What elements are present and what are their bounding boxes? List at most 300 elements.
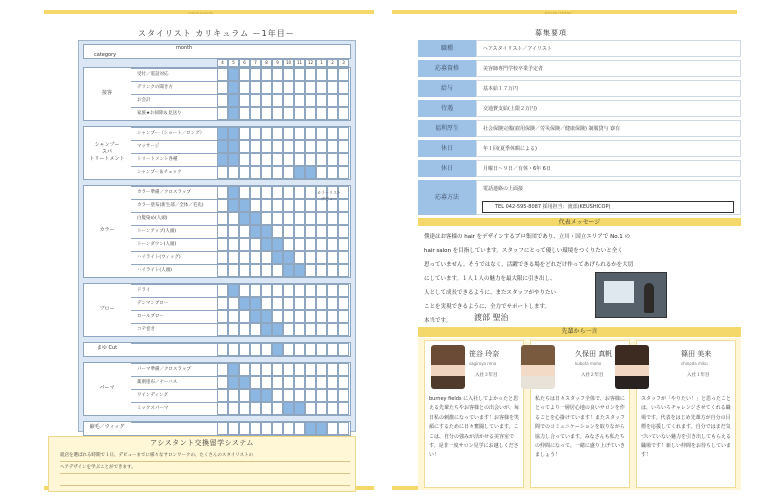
schedule-cell: [283, 389, 294, 402]
message-line-5: 人として成長できるように、またスタッフがやりたい: [424, 290, 557, 296]
schedule-cell: [294, 225, 305, 238]
requirement-value: 交通費支給(上限２万円): [476, 100, 741, 117]
schedule-cell: [327, 323, 338, 336]
schedule-cell: [228, 68, 239, 81]
schedule-cell: [305, 376, 316, 389]
schedule-cell: [305, 402, 316, 415]
requirement-value: 月曜日〜９日／有休・6年 6日: [476, 160, 741, 177]
schedule-cell: [272, 199, 283, 212]
schedule-cell: [294, 251, 305, 264]
senior-card: [636, 340, 736, 488]
representative-figure: [644, 283, 654, 313]
schedule-cell: [305, 94, 316, 107]
requirement-value: 美容師専門学校卒業予定者: [476, 60, 741, 77]
requirement-value: ヘアスタイリスト／アイリスト: [476, 40, 741, 57]
requirement-key: 応募方法: [418, 180, 476, 215]
schedule-cell: [305, 140, 316, 153]
schedule-cell: [250, 251, 261, 264]
seniors-title: 先輩から一言: [418, 327, 741, 337]
schedule-cell: [228, 402, 239, 415]
schedule-cell: [338, 94, 349, 107]
schedule-cell: [250, 127, 261, 140]
schedule-cell: [228, 127, 239, 140]
schedule-cell: [338, 310, 349, 323]
signature: 渡部 聖治: [474, 313, 509, 322]
schedule-cell: [250, 212, 261, 225]
message-line-6: ことを実現できるように、全力でサポートします。: [424, 304, 551, 310]
schedule-cell: [228, 212, 239, 225]
senior-name: 篠田 美来: [681, 350, 712, 358]
curriculum-item-label: ロールブロー: [131, 310, 217, 323]
schedule-cell: [294, 264, 305, 277]
recruit-title: 募集要項: [535, 29, 567, 37]
schedule-cell: [294, 238, 305, 251]
schedule-cell: [316, 402, 327, 415]
schedule-cell: [316, 264, 327, 277]
schedule-cell: [250, 199, 261, 212]
schedule-cell: [228, 225, 239, 238]
schedule-cell: [239, 199, 250, 212]
schedule-cell: [217, 153, 228, 166]
month-header-cell: 1: [316, 59, 327, 67]
schedule-cell: [217, 310, 228, 323]
schedule-cell: [261, 107, 272, 120]
schedule-cell: [250, 343, 261, 356]
schedule-cell: [239, 310, 250, 323]
schedule-cell: [272, 94, 283, 107]
requirement-value: 電話連絡の上面接: [476, 180, 741, 215]
schedule-cell: [250, 153, 261, 166]
schedule-cell: [261, 376, 272, 389]
schedule-cell: [305, 212, 316, 225]
schedule-cell: [228, 94, 239, 107]
schedule-cell: [272, 310, 283, 323]
senior-year: 入社１年目: [687, 373, 710, 378]
curriculum-item-label: デリンクの聞き方: [131, 81, 217, 94]
requirement-row: [418, 60, 741, 78]
schedule-cell: [250, 284, 261, 297]
schedule-cell: [228, 297, 239, 310]
schedule-cell: [217, 140, 228, 153]
schedule-cell: [217, 297, 228, 310]
schedule-cell: [305, 343, 316, 356]
schedule-cell: [228, 238, 239, 251]
schedule-cell: [316, 140, 327, 153]
schedule-cell: [228, 310, 239, 323]
category-label: category: [94, 52, 117, 58]
senior-year: 入社２年目: [581, 373, 604, 378]
schedule-cell: [327, 225, 338, 238]
schedule-cell: [261, 153, 272, 166]
schedule-cell: [316, 166, 327, 179]
schedule-cell: [272, 127, 283, 140]
schedule-cell: [272, 402, 283, 415]
schedule-cell: [217, 323, 228, 336]
schedule-cell: [217, 376, 228, 389]
curriculum-item-label: トーンアップ(人頭): [131, 225, 217, 238]
schedule-cell: [305, 389, 316, 402]
schedule-cell: [327, 310, 338, 323]
schedule-cell: [228, 251, 239, 264]
schedule-cell: [283, 94, 294, 107]
assistant-line-3: [60, 474, 350, 486]
schedule-cell: [239, 251, 250, 264]
schedule-cell: [250, 68, 261, 81]
schedule-cell: [338, 68, 349, 81]
senior-photo: [521, 345, 555, 389]
schedule-cell: [261, 363, 272, 376]
schedule-cell: [228, 323, 239, 336]
schedule-cell: [338, 238, 349, 251]
requirement-row: [418, 140, 741, 158]
category-label: パーマ: [99, 384, 115, 391]
schedule-cell: [327, 251, 338, 264]
schedule-cell: [283, 140, 294, 153]
curriculum-item-label: [131, 422, 217, 435]
schedule-cell: [283, 284, 294, 297]
schedule-cell: [294, 363, 305, 376]
schedule-cell: [316, 389, 327, 402]
schedule-cell: [261, 199, 272, 212]
requirement-key: 休日: [418, 140, 476, 157]
schedule-cell: [305, 81, 316, 94]
curriculum-item-label: カラー塗布(新生部／全体／毛先): [131, 199, 217, 212]
schedule-cell: [338, 81, 349, 94]
requirement-key: 応募資格: [418, 60, 476, 77]
schedule-cell: [316, 107, 327, 120]
schedule-cell: [283, 127, 294, 140]
schedule-cell: [250, 94, 261, 107]
schedule-cell: [327, 212, 338, 225]
schedule-cell: [338, 363, 349, 376]
schedule-cell: [294, 297, 305, 310]
schedule-cell: [272, 225, 283, 238]
schedule-cell: [261, 186, 272, 199]
schedule-cell: [316, 363, 327, 376]
schedule-cell: [239, 140, 250, 153]
schedule-cell: [272, 422, 283, 435]
schedule-cell: [316, 238, 327, 251]
schedule-cell: [228, 186, 239, 199]
schedule-cell: [327, 153, 338, 166]
schedule-cell: [305, 363, 316, 376]
schedule-cell: [338, 402, 349, 415]
schedule-cell: [217, 186, 228, 199]
category-label: 縮毛／ウィッグ: [89, 424, 125, 430]
schedule-cell: [305, 153, 316, 166]
senior-name: 久保田 真帆: [575, 350, 613, 358]
schedule-cell: [250, 323, 261, 336]
schedule-cell: [305, 323, 316, 336]
schedule-cell: [316, 153, 327, 166]
schedule-cell: [239, 94, 250, 107]
schedule-cell: [283, 264, 294, 277]
senior-photo: [615, 345, 649, 389]
category-label: ブロー: [99, 305, 115, 312]
schedule-cell: [261, 166, 272, 179]
schedule-cell: [250, 310, 261, 323]
schedule-cell: [305, 297, 316, 310]
schedule-cell: [316, 68, 327, 81]
schedule-cell: [228, 199, 239, 212]
schedule-cell: [294, 284, 305, 297]
schedule-cell: [217, 94, 228, 107]
schedule-cell: [261, 323, 272, 336]
curriculum-title: スタイリスト カリキュラム ー1年目ー: [138, 29, 295, 38]
schedule-cell: [338, 153, 349, 166]
schedule-cell: [294, 68, 305, 81]
requirement-value: 年１回(夏季休暇による): [476, 140, 741, 157]
schedule-cell: [250, 422, 261, 435]
schedule-cell: [327, 376, 338, 389]
schedule-cell: [261, 140, 272, 153]
schedule-cell: [228, 166, 239, 179]
schedule-cell: [294, 186, 305, 199]
curriculum-item-label: 薬剤塗布／ナーバス: [131, 376, 217, 389]
schedule-cell: [217, 422, 228, 435]
schedule-cell: [217, 251, 228, 264]
schedule-cell: [261, 127, 272, 140]
schedule-cell: [305, 166, 316, 179]
schedule-cell: [294, 402, 305, 415]
schedule-cell: [327, 389, 338, 402]
schedule-cell: [228, 284, 239, 297]
schedule-cell: [305, 284, 316, 297]
schedule-cell: [272, 212, 283, 225]
schedule-cell: [338, 284, 349, 297]
schedule-cell: [217, 363, 228, 376]
requirement-key: 休日: [418, 160, 476, 177]
schedule-cell: [217, 212, 228, 225]
schedule-cell: [338, 389, 349, 402]
schedule-cell: [327, 422, 338, 435]
schedule-cell: [239, 323, 250, 336]
schedule-cell: [283, 323, 294, 336]
schedule-cell: [294, 310, 305, 323]
message-line-4: にしています。１人１人の魅力を最大限に引き出し、: [424, 276, 556, 282]
requirement-value: 社会保険完備(雇用保険／労災保険／健康保険) 制服貸与 寮有: [476, 120, 741, 137]
schedule-cell: [283, 166, 294, 179]
schedule-cell: [239, 284, 250, 297]
schedule-cell: [305, 127, 316, 140]
schedule-cell: [272, 264, 283, 277]
schedule-cell: [316, 251, 327, 264]
schedule-cell: [272, 389, 283, 402]
curriculum-item-label: カラー準備／クロスラップ: [131, 186, 217, 199]
message-line-3: 思っていません。そうではなく、活躍できる場をどれだけ作ってあげられるかを大切: [424, 262, 634, 268]
schedule-cell: [316, 94, 327, 107]
schedule-cell: [283, 107, 294, 120]
schedule-cell: [283, 81, 294, 94]
schedule-cell: [272, 153, 283, 166]
schedule-cell: [239, 127, 250, 140]
schedule-cell: [283, 297, 294, 310]
senior-comment: burney fields に入社してよかったと思える先輩たちやお客様との出会いが、毎日私の刺激になっています！お客様を笑顔にするために日々奮闘しています。ここは、自分の強みが活かせる美容室です。是非一度サロン見学にお越しください！: [429, 396, 520, 459]
requirement-row: [418, 120, 741, 138]
schedule-cell: [272, 238, 283, 251]
schedule-cell: [217, 68, 228, 81]
schedule-cell: [305, 107, 316, 120]
schedule-cell: [261, 251, 272, 264]
schedule-cell: [327, 264, 338, 277]
schedule-cell: [272, 186, 283, 199]
schedule-cell: [228, 153, 239, 166]
senior-name: 笹谷 玲奈: [469, 350, 500, 358]
curriculum-item-label: ハイライト(ウィッグ): [131, 251, 217, 264]
schedule-cell: [305, 225, 316, 238]
schedule-cell: [239, 81, 250, 94]
requirement-value: 基本給１７万円: [476, 80, 741, 97]
schedule-cell: [239, 68, 250, 81]
schedule-cell: [217, 107, 228, 120]
schedule-cell: [294, 199, 305, 212]
schedule-cell: [283, 68, 294, 81]
requirement-row: [418, 40, 741, 58]
schedule-cell: [338, 422, 349, 435]
schedule-cell: [283, 402, 294, 415]
requirement-key: 給与: [418, 80, 476, 97]
schedule-cell: [239, 402, 250, 415]
schedule-cell: [239, 166, 250, 179]
month-header-cell: 6: [239, 59, 250, 67]
category-label: まゆ Cut: [96, 345, 118, 351]
schedule-cell: [272, 284, 283, 297]
schedule-cell: [294, 107, 305, 120]
schedule-cell: [305, 68, 316, 81]
schedule-cell: [239, 376, 250, 389]
schedule-cell: [294, 422, 305, 435]
schedule-cell: [327, 107, 338, 120]
schedule-cell: [239, 238, 250, 251]
schedule-cell: [239, 107, 250, 120]
schedule-cell: [294, 376, 305, 389]
schedule-cell: [327, 343, 338, 356]
schedule-cell: [228, 343, 239, 356]
schedule-cell: [217, 343, 228, 356]
header-right-label: RECRUITMENT: [545, 11, 573, 15]
schedule-cell: [294, 127, 305, 140]
schedule-cell: [272, 68, 283, 81]
curriculum-item-label: 家族★お掃除＆見送り: [131, 107, 217, 120]
schedule-cell: [283, 199, 294, 212]
schedule-cell: [261, 238, 272, 251]
month-header-cell: 12: [305, 59, 316, 67]
schedule-cell: [316, 225, 327, 238]
schedule-cell: [250, 297, 261, 310]
category-label: 接客: [101, 89, 112, 96]
schedule-cell: [338, 376, 349, 389]
schedule-cell: [250, 166, 261, 179]
schedule-cell: [294, 94, 305, 107]
presentation-screen: [604, 281, 634, 303]
message-line-1: 僕達はお客様の hair をデザインするプロ集団であり、立川・国立エリアで No.1 の: [424, 234, 631, 240]
schedule-cell: [338, 225, 349, 238]
schedule-cell: [283, 212, 294, 225]
schedule-cell: [316, 212, 327, 225]
curriculum-item-label: ミックスパーマ: [131, 402, 217, 415]
senior-romaji: sagiroya rena: [469, 361, 497, 366]
curriculum-item-label: ドライ: [131, 284, 217, 297]
schedule-cell: [338, 107, 349, 120]
curriculum-item-label: シャンプー（ショート／ロング）: [131, 127, 217, 140]
schedule-cell: [294, 140, 305, 153]
schedule-cell: [239, 225, 250, 238]
schedule-cell: [239, 212, 250, 225]
schedule-cell: [294, 166, 305, 179]
schedule-cell: [250, 402, 261, 415]
assistant-line-1: 就店を選ばれる時期で１日、デビューまでに様々なサロンワークの、たくさんのスタイリストの: [60, 450, 350, 462]
schedule-cell: [283, 238, 294, 251]
schedule-cell: [327, 94, 338, 107]
senior-romaji: kubota maho: [575, 361, 602, 366]
schedule-cell: [327, 166, 338, 179]
schedule-cell: [272, 251, 283, 264]
schedule-cell: [316, 323, 327, 336]
requirement-key: 職種: [418, 40, 476, 57]
message-line-2: hair salon を目指しています。スタッフにとって優しい環境をつくりたいと全く: [424, 248, 623, 254]
schedule-cell: [316, 343, 327, 356]
schedule-cell: [283, 363, 294, 376]
requirement-row: [418, 80, 741, 98]
schedule-cell: [327, 297, 338, 310]
schedule-cell: [327, 363, 338, 376]
schedule-cell: [272, 343, 283, 356]
schedule-cell: [228, 376, 239, 389]
schedule-cell: [338, 140, 349, 153]
schedule-cell: [217, 238, 228, 251]
schedule-cell: [228, 140, 239, 153]
schedule-cell: [338, 127, 349, 140]
curriculum-item-label: お会計: [131, 94, 217, 107]
schedule-cell: [228, 81, 239, 94]
tel-box: TEL 042-595-8087 採用担当：渡部(KEUSHICOP): [482, 201, 734, 213]
schedule-cell: [338, 166, 349, 179]
schedule-cell: [327, 238, 338, 251]
schedule-cell: [316, 310, 327, 323]
month-header-cell: 4: [217, 59, 228, 67]
senior-comment: スタッフが「やりたい！」と思ったことは、いろいろチャレンジさせてくれる職場です。代表をはじめ先輩方が自分の目標を応援してくれます。自分ではまだ気づいていない魅力を引き出してもらえる職場です！新しい仲間をお待ちしています！: [641, 396, 732, 459]
schedule-cell: [228, 389, 239, 402]
schedule-cell: [228, 107, 239, 120]
schedule-cell: [327, 127, 338, 140]
schedule-cell: [338, 212, 349, 225]
curriculum-item-label: 白髪染め(人頭): [131, 212, 217, 225]
senior-year: 入社３年目: [475, 373, 498, 378]
schedule-cell: [228, 422, 239, 435]
schedule-cell: [239, 389, 250, 402]
senior-card: [424, 340, 524, 488]
month-header-cell: 8: [261, 59, 272, 67]
schedule-cell: [250, 264, 261, 277]
schedule-cell: [327, 140, 338, 153]
schedule-cell: [217, 284, 228, 297]
requirement-row: [418, 100, 741, 118]
month-header-cell: 10: [283, 59, 294, 67]
schedule-cell: [316, 376, 327, 389]
schedule-cell: [294, 389, 305, 402]
curriculum-item-label: ハイライト(人頭): [131, 264, 217, 277]
curriculum-item-label: ワインディング: [131, 389, 217, 402]
schedule-cell: [294, 153, 305, 166]
schedule-cell: [338, 264, 349, 277]
month-header-cell: 3: [338, 59, 349, 67]
schedule-cell: [305, 310, 316, 323]
schedule-cell: [261, 94, 272, 107]
schedule-cell: [261, 264, 272, 277]
schedule-cell: [305, 251, 316, 264]
schedule-cell: [261, 225, 272, 238]
assistant-line-2: ヘアデザインを学ぶことができます。: [60, 462, 350, 474]
